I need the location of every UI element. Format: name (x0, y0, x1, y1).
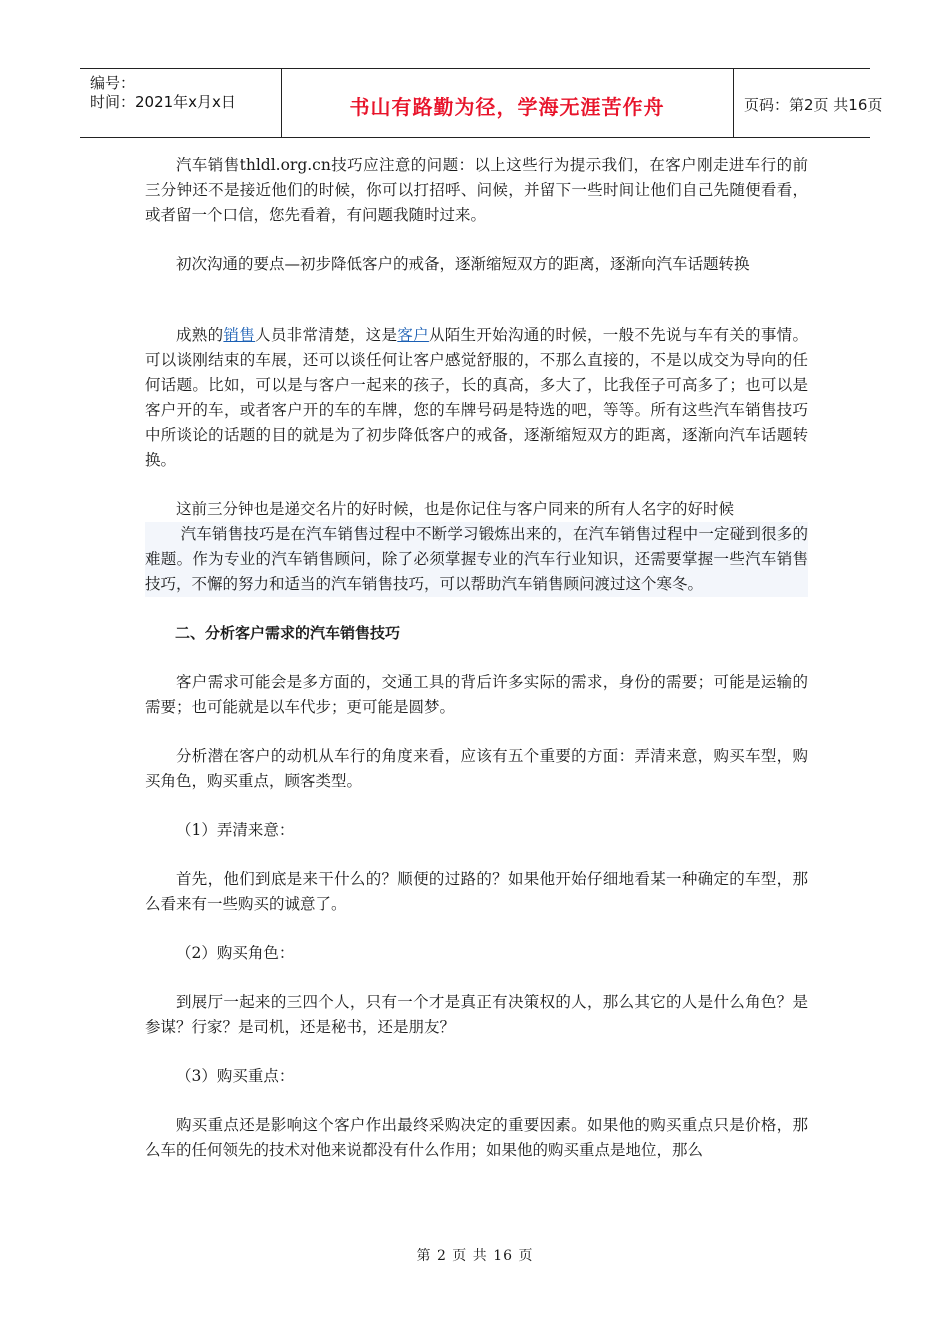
subheading-1: （1）弄清来意： (176, 821, 295, 839)
page-footer: 第 2 页 共 16 页 (416, 1248, 534, 1264)
paragraph-4: 这前三分钟也是递交名片的好时候，也是你记住与客户同来的所有人名字的好时候 (176, 500, 735, 518)
page-info: 页码：第2页 共16页 (744, 96, 883, 114)
paragraph-8: 首先，他们到底是来干什么的？顺便的过路的？如果他开始仔细地看某一种确定的车型，那么看来有一些购买的诚意了。 (145, 870, 808, 913)
motto: 书山有路勤为径，学海无涯苦作舟 (349, 95, 665, 119)
paragraph-6: 客户需求可能会是多方面的，交通工具的背后许多实际的需求，身份的需要；可能是运输的需要；也可能就是以车代步；更可能是圆梦。 (145, 673, 808, 716)
p3-text-c: 从陌生开始沟通的时候，一般不先说与车有关的事情。可以谈刚结束的车展，还可以谈任何让客户感觉舒服的，不那么直接的，不是以成交为导向的任何话题。比如，可以是与客户一起来的孩子，长的真高，多大了，比我侄子可高多了；也可以是客户开的车，或者客户开的车的车牌，您的车牌号码是特选的吧，等等。所有这些汽车销售技巧中所谈论的话题的目的就是为了初步降低客户的戒备，逐渐缩短双方的距离，逐渐向汽车话题转换。 (145, 326, 808, 469)
paragraph-2: 初次沟通的要点—初步降低客户的戒备，逐渐缩短双方的距离，逐渐向汽车话题转换 (176, 255, 750, 273)
number-label: 编号： (90, 74, 136, 92)
paragraph-5: 汽车销售技巧是在汽车销售过程中不断学习锻炼出来的，在汽车销售过程中一定碰到很多的难题。作为专业的汽车销售顾问，除了必须掌握专业的汽车行业知识，还需要掌握一些汽车销售技巧，不懈的努力和适当的汽车销售技巧，可以帮助汽车销售顾问渡过这个寒冬。 (145, 522, 808, 597)
p3-text-a: 成熟的 (176, 326, 224, 344)
link-customer[interactable]: 客户 (397, 326, 429, 344)
paragraph-9: 到展厅一起来的三四个人，只有一个才是真正有决策权的人，那么其它的人是什么角色？是参谋？行家？是司机，还是秘书，还是朋友？ (145, 993, 808, 1036)
header-meta (80, 69, 282, 137)
header-page-cell (733, 69, 883, 137)
p3-text-b: 人员非常清楚，这是 (255, 326, 398, 344)
section-heading: 二、分析客户需求的汽车销售技巧 (175, 624, 401, 642)
paragraph-3 (145, 323, 808, 473)
subheading-3: （3）购买重点： (176, 1067, 295, 1085)
subheading-2: （2）购买角色： (176, 944, 295, 962)
paragraph-10: 购买重点还是影响这个客户作出最终采购决定的重要因素。如果他的购买重点只是价格，那么车的任何领先的技术对他来说都没有什么作用；如果他的购买重点是地位，那么 (145, 1116, 808, 1159)
header-motto-cell (281, 69, 734, 137)
paragraph-7: 分析潜在客户的动机从车行的角度来看，应该有五个重要的方面：弄清来意，购买车型，购买角色，购买重点，顾客类型。 (145, 747, 808, 790)
date-label: 时间：2021年x月x日 (90, 93, 236, 111)
page-header (80, 68, 883, 138)
document-body (145, 145, 808, 1163)
paragraph-1: 汽车销售thldl.org.cn技巧应注意的问题：以上这些行为提示我们，在客户刚走进车行的前三分钟还不是接近他们的时候，你可以打招呼、问候，并留下一些时间让他们自己先随便看看，或者留一个口信，您先看着，有问题我随时过来。 (145, 156, 808, 224)
link-sales[interactable]: 销售 (223, 326, 256, 344)
